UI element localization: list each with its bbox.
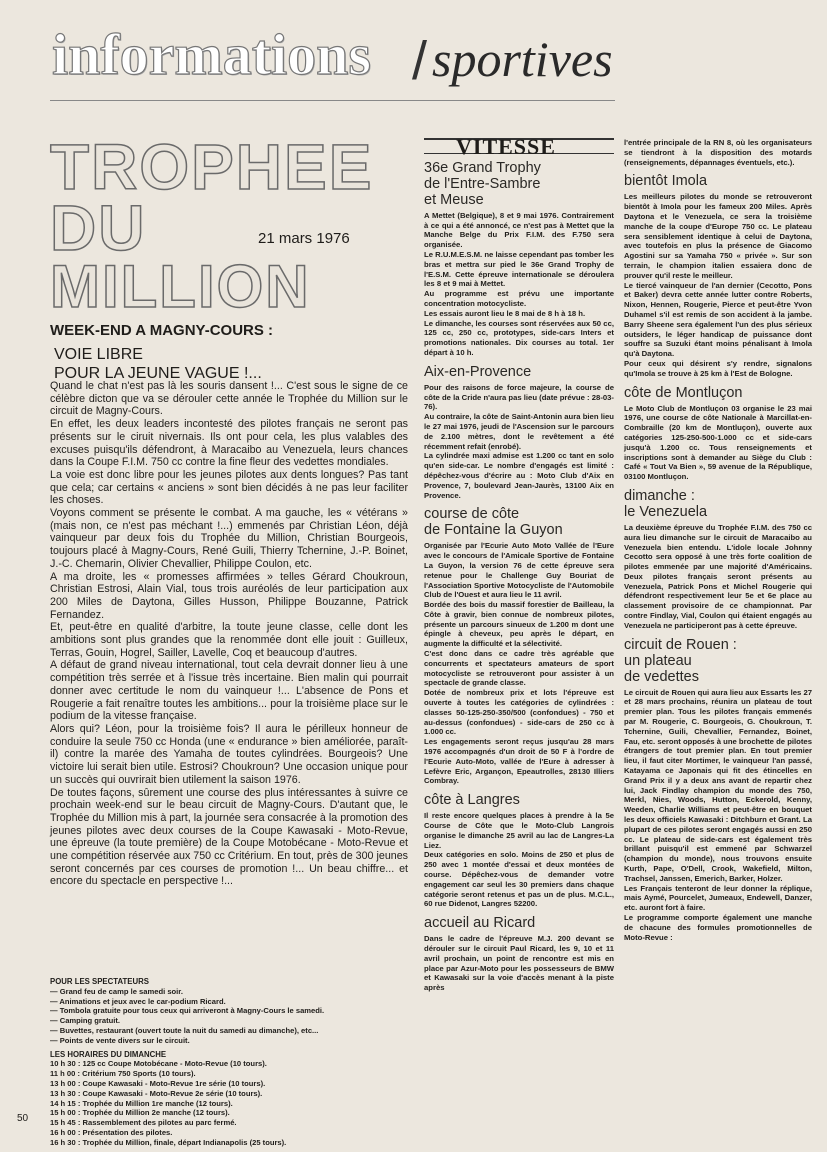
- list-item: — Camping gratuit.: [50, 1016, 121, 1026]
- list-item: 13 h 30 : Coupe Kawasaki - Moto-Revue 2e série (10 tours).: [50, 1088, 263, 1098]
- news-paragraph: Dans le cadre de l'épreuve M.J. 200 devant se dérouler sur le circuit Paul Ricard, les 9, 10 et 11 avril prochain, un point de rencontre est mis en place par Azur-Moto pour les possesseurs de BMW et Kawasaki sur la voie d'accès menant à la piste après: [424, 934, 614, 993]
- news-paragraph: Le tiercé vainqueur de l'an dernier (Cecotto, Pons et Baker) devra cette année lutter contre Roberts, Nixon, Hennen, Rougerie, Pierce et peut-être Yvon Duhamel s'il est remis de son accident à la jambe. Barry Sheene sera également l'un des plus sérieux outsiders, le léger handicap de puissance dont souffre sa Suzuki étant moins pénalisant à Imola qu'à Daytona.: [624, 280, 812, 359]
- header-title-sub: sportives: [432, 31, 613, 87]
- hero-title-line-1: TROPHEE: [50, 131, 374, 203]
- news-paragraph: A Mettet (Belgique), 8 et 9 mai 1976. Contrairement à ce qui a été annoncé, ce n'est pas à Mettet que la Manche Belge du Prix F.I.M. des F.750 sera organisée.: [424, 210, 614, 250]
- news-paragraph: Le circuit de Rouen qui aura lieu aux Essarts les 27 et 28 mars prochains, réunira un plateau de tout premier plan. Tous les pilotes français emmenés par M. Rougerie, C. Bourgeois, G. Choukroun, T. Tchernine, Guili, Chevallier, Fernandez, Boinet, Fau, etc. seront opposés à une brochette de pilotes étrangers de tout premier plan. En tout premier lieu, il faut citer Mortimer, le vainqueur l'an passé, Katayama ce Japonais qui fit des étincelles en Grand Prix il y a deux ans avant de repartir chez lui, Jack Findlay champion du monde des 750, Merkl, Nies, Woods, Hutton, Eckerold, Kenny, Weeden, Charlie Williams et peut-être en bouquet les deux officiels Kawasaki : Ditchburn et Grant. La plupart de ces pilotes seront engagés aussi en 250 cc. Le plateau de side-cars est également très brillant puisqu'il est emmené par Schwarzel (champion du monde), nous trouvons ensuite Kurth, Pape, O'Dell, Crook, Wakefield, Milton, Trachsel, Janssen, Emerich, Barker, Holzer.: [624, 687, 812, 883]
- news-paragraph: Les essais auront lieu le 8 mai de 8 h à 18 h.: [424, 308, 586, 318]
- news-heading: Aix-en-Provence: [424, 363, 532, 380]
- news-paragraph: Au programme est prévu une importante concentration motocycliste.: [424, 289, 614, 308]
- news-paragraph: Les meilleurs pilotes du monde se retrouveront bientôt à Imola pour les fameux 200 Miles. Après Daytona et le Venezuela, ce sera la troisième manche de la coupe d'Europe 750 cc. Le plateau sera sensiblement identique à celui de Daytona, avec toutefois en plus la présence de Giacomo Agostini sur sa Yamaha 750 « privée ». Sur son terrain, le champion italien essaiera donc de prouver qu'il reste le meilleur.: [624, 192, 812, 280]
- list-item: — Grand feu de camp le samedi soir.: [50, 986, 183, 996]
- list-item: — Points de vente divers sur le circuit.: [50, 1035, 190, 1045]
- article-paragraph: A défaut de grand niveau international, tout cela devrait donner lieu à une compétition très serrée et à l'issue très incertaine. Bien malin qui pourrait donner avec certitude le nom du vainqueur !... L'absence de Pons et Rougerie a fait renaître toutes les ambitions... pour la troisième place sur le podium de la vitesse française.: [50, 659, 408, 723]
- news-heading: circuit de Rouen : un plateau de vedettes: [624, 636, 737, 685]
- list-item: — Animations et jeux avec le car-podium Ricard.: [50, 996, 226, 1006]
- list-item: 14 h 15 : Trophée du Million 1re manche (12 tours).: [50, 1098, 233, 1108]
- hero-title-line-3: MILLION: [50, 253, 311, 320]
- hero-date: 21 mars 1976: [258, 230, 350, 247]
- article-paragraph: A ma droite, les « promesses affirmées » telles Gérard Choukroun, Christian Estrosi, Alain Vial, tous trois auréolés de leur participation aux 200 Miles de Daytona, Gilles Husson, Philippe Bouzanne, Patrick Fernandez.: [50, 570, 408, 621]
- news-paragraph: Il reste encore quelques places à prendre à la 5e Course de Côte que le Moto-Club Langrois organise le dimanche 25 avril au lac de Langres-La Liez.: [424, 811, 614, 850]
- page-number: 50: [17, 1113, 29, 1124]
- schedule-title: LES HORAIRES DU DIMANCHE: [50, 1049, 167, 1059]
- news-heading: accueil au Ricard: [424, 915, 536, 932]
- list-item: 15 h 00 : Trophée du Million 2e manche (12 tours).: [50, 1108, 230, 1118]
- header-rule: [50, 100, 615, 101]
- article-paragraph: La voie est donc libre pour les jeunes pilotes aux dents longues? Pas tant que cela; car certains « anciens » sont bien décidés à ne pas leur faciliter les choses.: [50, 468, 408, 507]
- news-heading: course de côte de Fontaine la Guyon: [424, 506, 563, 539]
- list-item: 13 h 00 : Coupe Kawasaki - Moto-Revue 1re série (10 tours).: [50, 1078, 266, 1088]
- schedule-list: [50, 1059, 408, 1147]
- column-right: [624, 138, 812, 942]
- header-separator: /: [412, 31, 428, 91]
- news-paragraph: Les Français tenteront de leur donner la réplique, mais Aymé, Pourcelet, Jumeaux, Endewell, Danzer, etc. auront fort à faire.: [624, 883, 812, 913]
- article-paragraph: Quand le chat n'est pas là les souris dansent !... C'est sous le signe de ce célèbre dicton que va se dérouler cette année le Trophée du Million sur le circuit de Magny-Cours.: [50, 380, 408, 418]
- news-paragraph: La cylindrée maxi admise est 1.200 cc tant en solo qu'en side-car. Le nombre d'engagés est limité : dépêchez-vous d'écrire au : Moto Club d'Aix en Provence, 7, boulevard Jean-Jaurès, 13100 Aix en Provence.: [424, 451, 614, 500]
- news-paragraph: Bordée des bois du massif forestier de Bailleau, la Côte à gravir, bien connue de nombreux pilotes, présente un parcours sinueux de 1.200 m dont une épingle à cheveux, peu après le départ, en augmente la difficulté et la sélectivité.: [424, 600, 614, 649]
- article-kicker: WEEK-END A MAGNY-COURS :: [50, 322, 274, 339]
- list-item: 15 h 45 : Rassemblement des pilotes au parc fermé.: [50, 1118, 237, 1128]
- news-paragraph: Le Moto Club de Montluçon 03 organise le 23 mai 1976, une course de côte Nationale à Marcillat-en-Combraille (20 km de Montluçon), ouverte aux catégories 125-250-500-1.000 cc et side-cars jusqu'à 1.200 cc. Tous renseignements et inscriptions sont à demander au Siège du Club : Café « Tout Va Bien », 59 avenue de la République, 03100 Montluçon.: [624, 403, 812, 482]
- list-item: 10 h 30 : 125 cc Coupe Motobécane - Moto-Revue (10 tours).: [50, 1059, 267, 1069]
- article-paragraph: En effet, les deux leaders incontesté des pilotes français ne seront pas présents sur le ciruit nivernais. Ils ont pour cela, les plus valables des excuses puisqu'ils défendront, à Maracaibo au Venezuela, leurs chances dans la Coupe F.I.M. 750 cc contre la fine fleur des vedettes mondiales.: [50, 418, 408, 469]
- article-body: [50, 380, 408, 888]
- list-item: — Tombola gratuite pour tous ceux qui arriveront à Magny-Cours le samedi.: [50, 1006, 325, 1016]
- section-title: VITESSE: [424, 138, 614, 154]
- article-headline: VOIE LIBRE POUR LA JEUNE VAGUE !...: [54, 346, 262, 382]
- news-paragraph: Dotée de nombreux prix et lots l'épreuve est ouverte à toutes les catégories de cylindrées : classes 50-125-250-350/500 (confondues) - 750 et au-dessus (confondues) - side-cars de 250 cc à 1.000 cc.: [424, 688, 614, 737]
- news-paragraph: C'est donc dans ce cadre très agréable que concurrents et spectateurs amateurs de sport motocycliste se retrouveront pour assister à un spectacle de grande classe.: [424, 649, 614, 688]
- news-paragraph: Le programme comporte également une manche de chacune des formules promotionnelles de Moto-Revue :: [624, 913, 812, 942]
- article-paragraph: Et, peut-être en qualité d'arbitre, la toute jeune classe, celle dont les ambitions sont plus grandes que la renommée dont elle jouit : Guilleux, Terras, Gouin, Hogrel, Sailler, Lavelle, Coq et beaucoup d'autres.: [50, 621, 408, 659]
- news-heading: côte à Langres: [424, 792, 520, 809]
- news-heading: côte de Montluçon: [624, 384, 743, 401]
- article-paragraph: De toutes façons, sûrement une course des plus intéressantes à suivre ce prochain week-end sur le beau circuit de Magny-Cours. D'autant que, le Trophée du Million mis à part, la journée sera consacrée à la promotion des jeunes pilotes avec deux courses de la Coupe Kawasaki - Moto-Revue, une épreuve (la toute première) de la Coupe Motobécane - Moto-Revue et une compétition réservée aux 750 cc Critérium. En tout, près de 300 jeunes seront concernés par ces courses de promotion !... Un beau chiffre... et encore du spectacle en perspective !...: [50, 786, 408, 888]
- news-heading: dimanche : le Venezuela: [624, 487, 708, 520]
- article-paragraph: Alors qui? Léon, pour la troisième fois? Il aura le périlleux honneur de conduire la seule 750 cc Honda (une « endurance » bien améliorée, paraît-il) contre la marée des Yamaha de toutes cylindrées. Bourgeois? Une victoire lui serait bien utile. Estrosi? Choukroun? Une occasion unique pour un succès qui ouvrirait bien utilement la saison 1976.: [50, 722, 408, 786]
- spectators-title: POUR LES SPECTATEURS: [50, 977, 149, 986]
- news-paragraph: l'entrée principale de la RN 8, où les organisateurs se tiendront à la disposition des motards (renseignements, dépannages éventuels, etc.).: [624, 138, 812, 167]
- header-title-main: informations: [52, 22, 371, 87]
- news-heading: 36e Grand Trophy de l'Entre-Sambre et Meuse: [424, 159, 541, 208]
- article-paragraph: Voyons comment se présente le combat. A ma gauche, les « vétérans » (mais non, ce n'est pas méchant !...) emmenés par Christian Léon, déjà vainqueur par deux fois du Trophée du Million, Christian Bourgeois, toujours placé à Magny-Cours, René Guili, Thierry Tchernine, J.-P. Boinet, J.-C. Chemarin, Olivier Chevallier, Philippe Coulon, etc.: [50, 507, 408, 570]
- hero-title-line-2: DU: [50, 192, 147, 264]
- list-item: — Buvettes, restaurant (ouvert toute la nuit du samedi au dimanche), etc...: [50, 1025, 319, 1035]
- list-item: 16 h 30 : Trophée du Million, finale, départ Indianapolis (25 tours).: [50, 1137, 287, 1147]
- news-paragraph: Pour des raisons de force majeure, la course de côte de la Cride n'aura pas lieu (date prévue : 28-03-76).: [424, 382, 614, 412]
- news-paragraph: Deux catégories en solo. Moins de 250 et plus de 250 avec 1 montée d'essai et deux montées de course. Dépêchez-vous de demander votre engagement car seul les 30 premiers dans chaque catégorie seront retenus et pas un de plus. M.C.L., 60 rue Didenot, Langres 52200.: [424, 850, 614, 909]
- news-paragraph: Organisée par l'Ecurie Auto Moto Vallée de l'Eure avec le concours de l'Amicale Sportive de Fontaine La Guyon, la version 76 de cette épreuve sera retenue pour le Challenge Guy Bouriat de l'Association Sportive Motocycliste de l'Automobile Club de l'Ouest et aura lieu le 11 avril.: [424, 541, 614, 600]
- news-heading: bientôt Imola: [624, 173, 708, 190]
- news-paragraph: Le dimanche, les courses sont réservées aux 50 cc, 125 cc, 250 cc, prototypes, side-cars Inters et promotions nationales. Dix courses au total. 1er départ à 10 h.: [424, 318, 614, 357]
- news-paragraph: Le R.U.M.E.S.M. ne laisse cependant pas tomber les bras et mettra sur pied le 36e Grand Trophy de l'E.S.M. Cette épreuve internationale se déroulera les 8 et 9 mai à Mettet.: [424, 249, 614, 289]
- news-paragraph: Au contraire, la côte de Saint-Antonin aura bien lieu le 27 mai 1976, jeudi de l'Ascension sur le parcours de 2.100 mètres, dont le revêtement a été récemment refait (enrobé).: [424, 412, 614, 451]
- news-paragraph: Pour ceux qui désirent s'y rendre, signalons qu'Imola se trouve à 25 km à l'Est de Bologne.: [624, 358, 812, 378]
- spectators-box: [50, 977, 408, 1152]
- news-paragraph: Les engagements seront reçus jusqu'au 28 mars 1976 accompagnés d'un droit de 50 F à l'ordre de l'Ecurie Auto-Moto, vallée de l'Eure à adresser à Lefèvre Eric, Argançon, Epeautrolles, 28130 Illiers Combray.: [424, 737, 614, 786]
- spectators-list: [50, 987, 408, 1046]
- news-paragraph: La deuxième épreuve du Trophée F.I.M. des 750 cc aura lieu dimanche sur le circuit de Maracaibo au Venezuela bien entendu. L'idole locale Johnny Cecotto sera opposé à une très forte coalition de pilotes emmenée par une majorité d'Américains. Deux pilotes français seront présents au Venezuela, Patrick Pons et Michel Rougerie qui défendront respectivement leur 5e et 6e place au classement provisoire de ce championnat. Par contre Findlay, Vial, Coulon qui étaient engagés au Venezuela ne participeront pas à cette épreuve.: [624, 522, 812, 630]
- list-item: 16 h 00 : Présentation des pilotes.: [50, 1127, 173, 1137]
- column-vitesse: [424, 134, 614, 993]
- list-item: 11 h 00 : Critérium 750 Sports (10 tours).: [50, 1069, 196, 1079]
